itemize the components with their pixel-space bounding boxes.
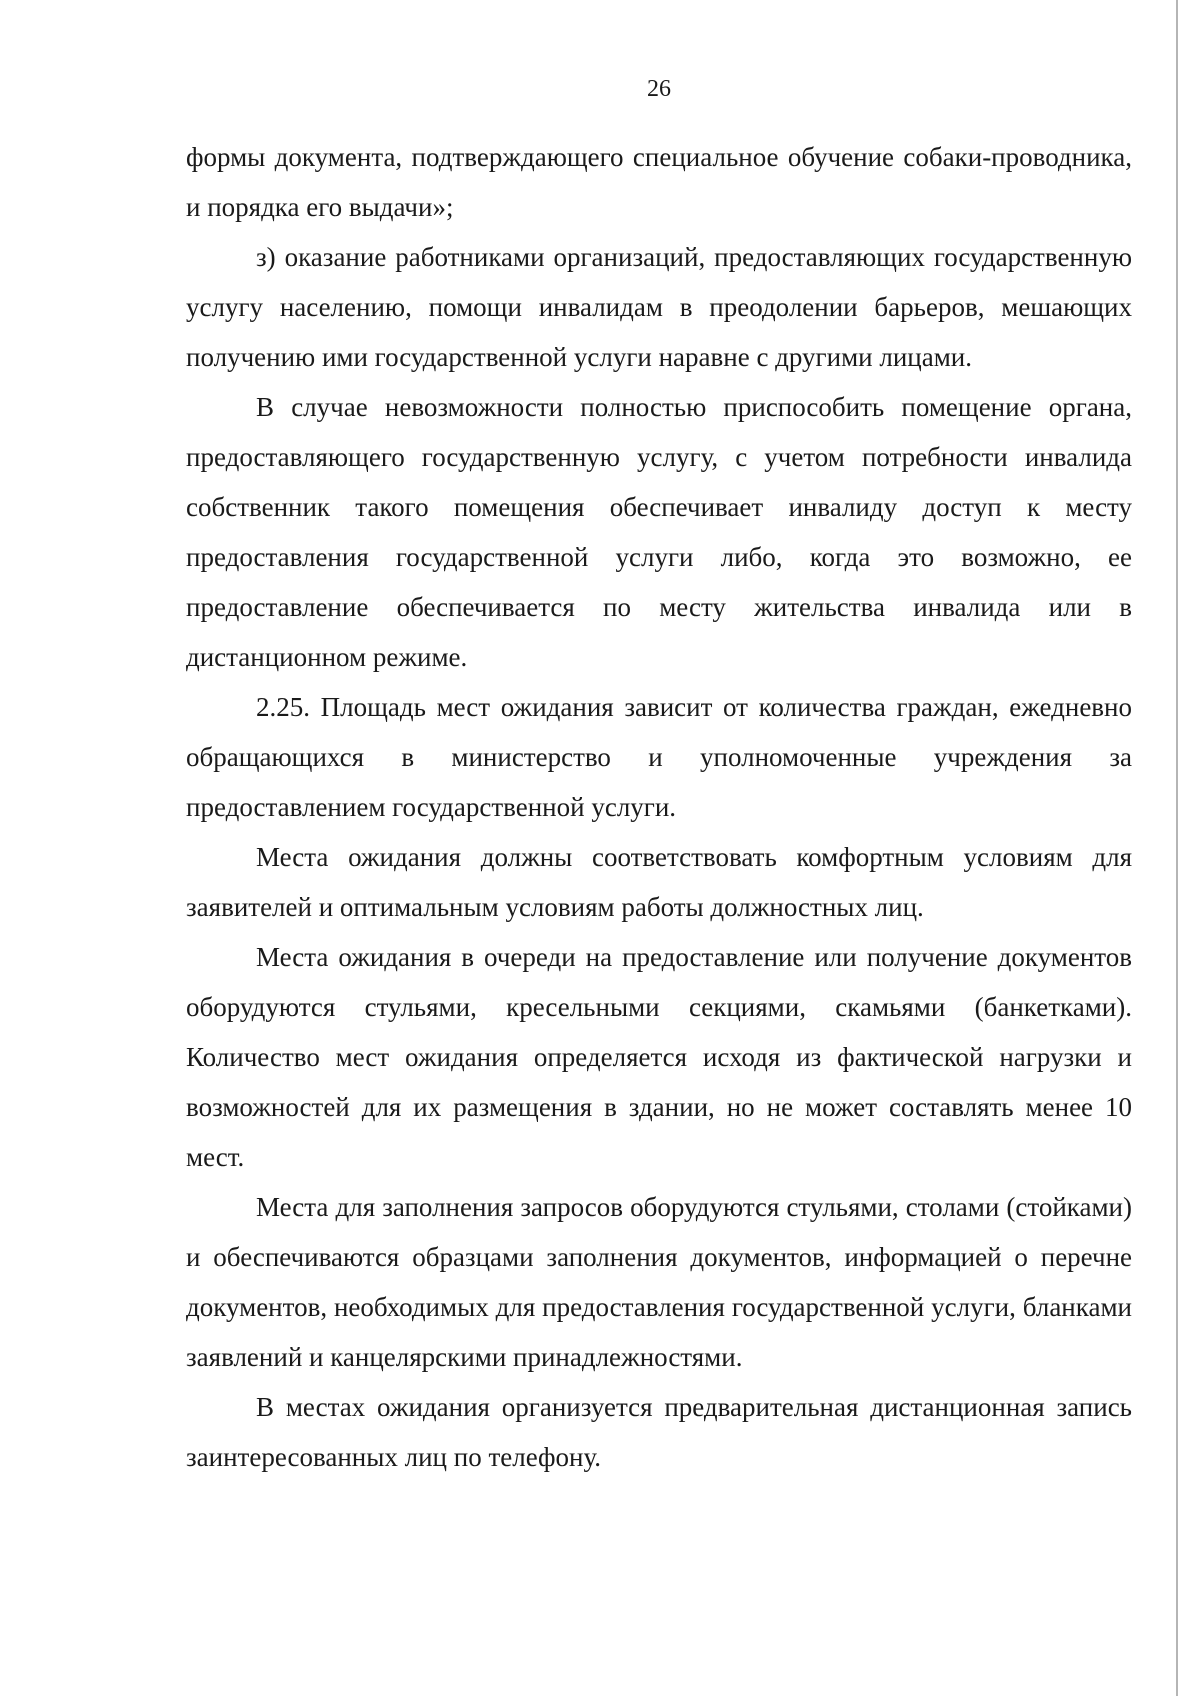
paragraph-6: Места ожидания в очереди на предоставление или получение документов оборудуются стульями, кресельными секциями, скамьями (банкетками). Количество мест ожидания определяется исходя из фактической нагрузки и возможностей для их размещения в здании, но не может составлять менее 10 мест.	[186, 942, 1132, 1172]
paragraph-1: формы документа, подтверждающего специальное обучение собаки-проводника, и порядка его выдачи»;	[186, 142, 1132, 222]
paragraph-2: з) оказание работниками организаций, предоставляющих государственную услугу населению, помощи инвалидам в преодолении барьеров, мешающих получению ими государственной услуги наравне с другими лицами.	[186, 242, 1132, 372]
paragraph-8: В местах ожидания организуется предварительная дистанционная запись заинтересованных лиц по телефону.	[186, 1392, 1132, 1472]
paragraph-5: Места ожидания должны соответствовать комфортным условиям для заявителей и оптимальным условиям работы должностных лиц.	[186, 842, 1132, 922]
document-body	[186, 132, 1132, 1482]
paragraph-4: 2.25. Площадь мест ожидания зависит от количества граждан, ежедневно обращающихся в министерство и уполномоченные учреждения за предоставлением государственной услуги.	[186, 692, 1132, 822]
paragraph-7: Места для заполнения запросов оборудуются стульями, столами (стойками) и обеспечиваются образцами заполнения документов, информацией о перечне документов, необходимых для предоставления государственной услуги, бланками заявлений и канцелярскими принадлежностями.	[186, 1192, 1132, 1372]
page-edge-line	[1176, 0, 1178, 1696]
paragraph-3: В случае невозможности полностью приспособить помещение органа, предоставляющего государственную услугу, с учетом потребности инвалида собственник такого помещения обеспечивает инвалиду доступ к месту предоставления государственной услуги либо, когда это возможно, ее предоставление обеспечивается по месту жительства инвалида или в дистанционном режиме.	[186, 392, 1132, 672]
page-number: 26	[647, 76, 671, 102]
